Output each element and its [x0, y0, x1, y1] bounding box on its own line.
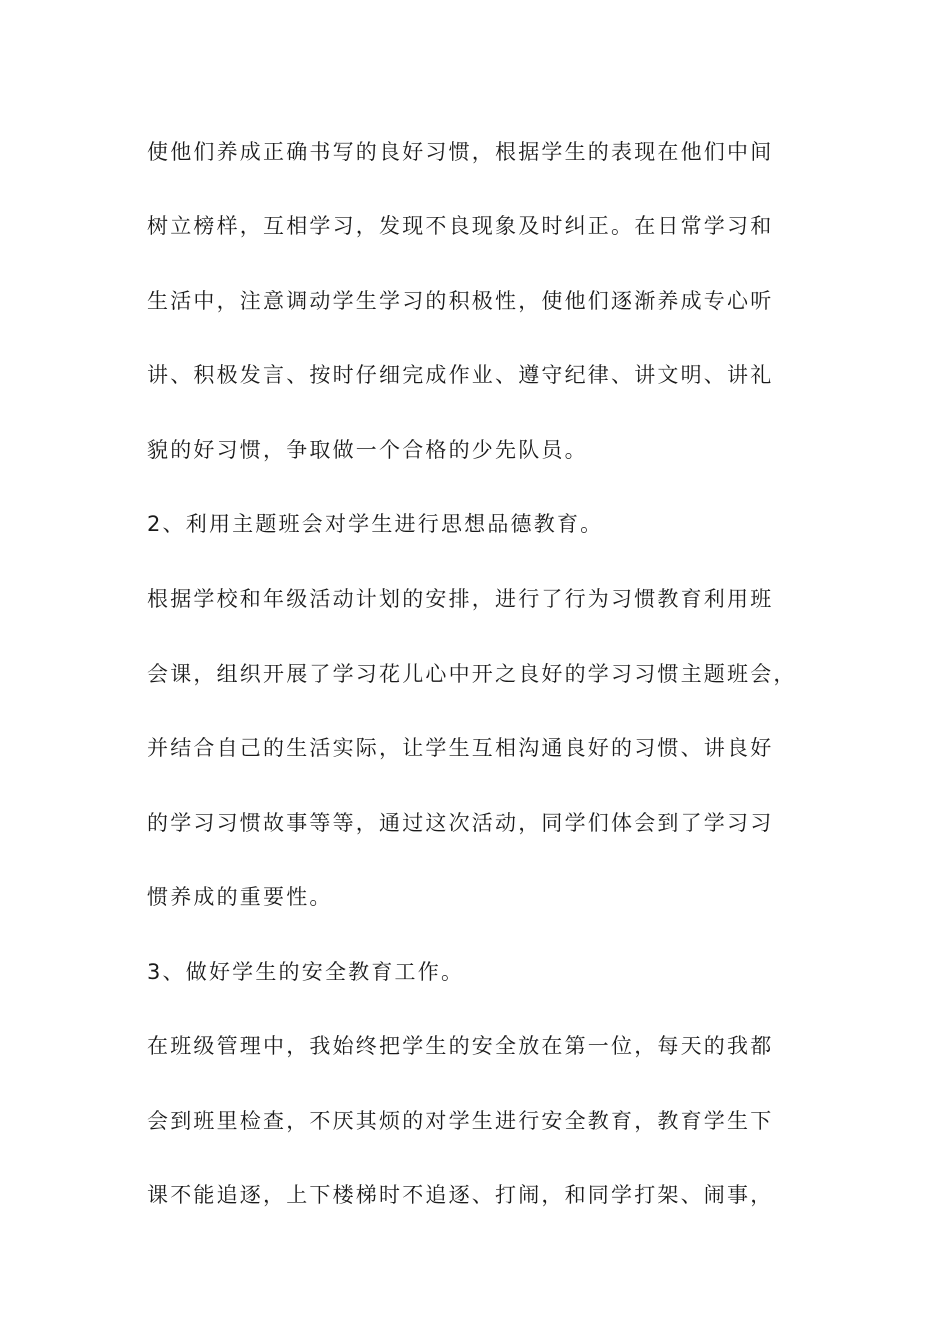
section-heading: 2、利用主题班会对学生进行思想品德教育。 [147, 512, 604, 536]
text-line: 在班级管理中，我始终把学生的安全放在第一位，每天的我都 [147, 1034, 774, 1058]
text-line: 根据学校和年级活动计划的安排，进行了行为习惯教育利用班 [147, 587, 774, 611]
text-line: 的学习习惯故事等等，通过这次活动，同学们体会到了学习习 [147, 811, 774, 835]
text-line: 并结合自己的生活实际，让学生互相沟通良好的习惯、讲良好 [147, 736, 774, 760]
text-line: 讲、积极发言、按时仔细完成作业、遵守纪律、讲文明、讲礼 [147, 363, 774, 387]
text-line: 会课，组织开展了学习花儿心中开之良好的学习习惯主题班会， [147, 662, 797, 686]
text-line: 会到班里检查，不厌其烦的对学生进行安全教育，教育学生下 [147, 1109, 774, 1133]
text-line: 树立榜样，互相学习，发现不良现象及时纠正。在日常学习和 [147, 214, 774, 238]
text-line: 惯养成的重要性。 [147, 885, 333, 909]
text-line: 生活中，注意调动学生学习的积极性，使他们逐渐养成专心听 [147, 289, 774, 313]
text-line: 貌的好习惯，争取做一个合格的少先队员。 [147, 438, 588, 462]
section-heading: 3、做好学生的安全教育工作。 [147, 960, 465, 984]
text-line: 使他们养成正确书写的良好习惯，根据学生的表现在他们中间 [147, 140, 774, 164]
text-line: 课不能追逐，上下楼梯时不追逐、打闹，和同学打架、闹事， [147, 1183, 774, 1207]
